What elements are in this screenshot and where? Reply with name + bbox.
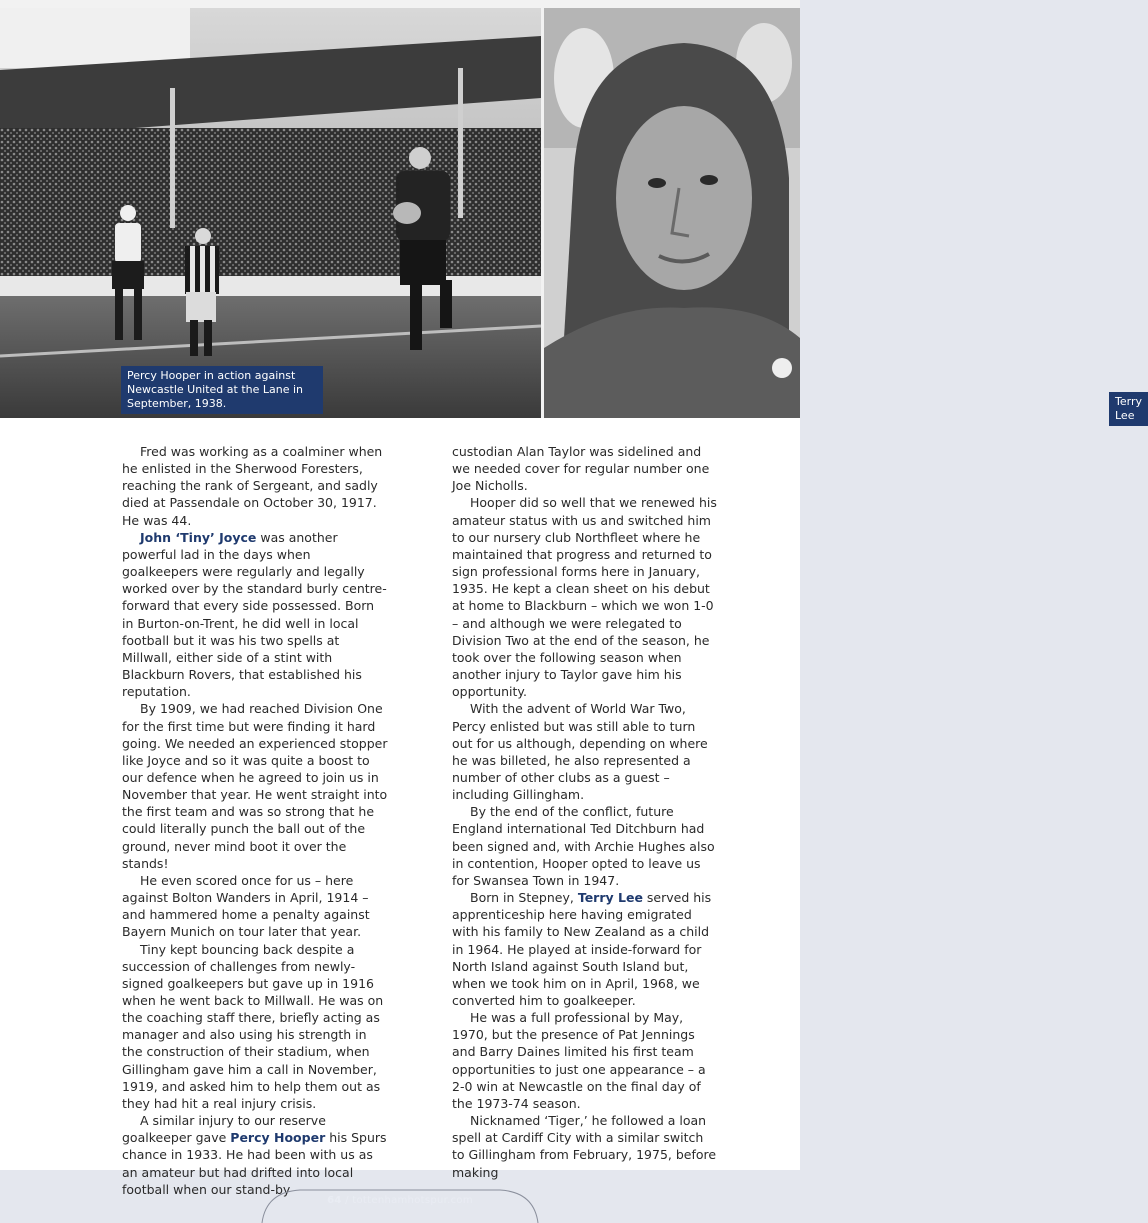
footer-credit: 64 / tottenhamhotspur.com	[327, 1195, 473, 1206]
photo-percy-hooper	[0, 8, 541, 418]
paragraph: A similar injury to our reserve goalkeeper gave Percy Hooper his Spurs chance in 1933. He had been with us as an amateur but had drifted into local football when our stand-by	[122, 1113, 387, 1197]
photo-caption: Percy Hooper in action against Newcastle United at the Lane in September, 1938.	[121, 366, 323, 414]
player-name: John ‘Tiny’ Joyce	[140, 529, 257, 545]
portrait-illustration	[544, 8, 800, 418]
paragraph: By the end of the conflict, future England international Ted Ditchburn had been signed and, with Archie Hughes also in contention, Hooper opted to leave us for Swansea Town in 1947.	[452, 804, 715, 888]
article-column-left	[122, 443, 388, 1198]
player-name: Terry Lee	[577, 890, 643, 906]
paragraph: John ‘Tiny’ Joyce was another powerful lad in the days when goalkeepers were regularly and legally worked over by the standard burly centre-forward that every side possessed. Born in Burton-on-Trent, he did well in local football but it was his two spells at Millwall, either side of a stint with Blackburn Rovers, that established his reputation.	[122, 529, 387, 700]
photo-caption: Terry Lee	[1109, 392, 1148, 426]
paragraph: Hooper did so well that we renewed his amateur status with us and switched him to our nursery club Northfleet where he maintained that progress and returned to sign professional forms here in January, 1935. He kept a clean sheet on his debut at home to Blackburn – which we won 1-0 – and although we were relegated to Division Two at the end of the season, he took over the following season when another injury to Taylor gave him his opportunity.	[452, 495, 717, 700]
paragraph: He was a full professional by May, 1970, but the presence of Pat Jennings and Barry Daines limited his first team opportunities to just one appearance – a 2-0 win at Newcastle on the final day of the 1973-74 season.	[452, 1010, 706, 1111]
paragraph: With the advent of World War Two, Percy enlisted but was still able to turn out for us although, depending on where he was billeted, he also represented a number of other clubs as a guest – including Gillingham.	[452, 701, 708, 803]
website-link: tottenhamhotspur.com	[352, 1195, 473, 1206]
paragraph: Tiny kept bouncing back despite a succession of challenges from newly-signed goalkeepers but gave up in 1916 when he went back to Millwall. He was on the coaching staff there, briefly acting as manager and also using his strength in the construction of their stadium, when Gillingham gave him a call in November, 1919, and asked him to help them out as they had hit a real injury crisis.	[122, 941, 384, 1111]
photo-terry-lee	[544, 8, 1142, 422]
page-number: 64	[327, 1195, 342, 1206]
photo-strip	[0, 0, 1142, 422]
paragraph: Nicknamed ‘Tiger,’ he followed a loan spell at Cardiff City with a similar switch to Gillingham from February, 1975, before making	[452, 1113, 717, 1180]
paragraph: Born in Stepney, Terry Lee served his apprenticeship here having emigrated with his family to New Zealand as a child in 1964. He played at inside-forward for North Island against South Island but, when we took him on in April, 1968, we converted him to goalkeeper.	[452, 890, 712, 1008]
paragraph: custodian Alan Taylor was sidelined and we needed cover for regular number one Joe Nicholls.	[452, 444, 710, 494]
page-footer	[0, 1170, 800, 1223]
player-name: Percy Hooper	[230, 1130, 326, 1146]
paragraph: He even scored once for us – here against Bolton Wanders in April, 1914 – and hammered home a penalty against Bayern Munich on tour later that year.	[122, 872, 370, 940]
article-column-right	[452, 443, 718, 1181]
paragraph: Fred was working as a coalminer when he enlisted in the Sherwood Foresters, reaching the rank of Sergeant, and sadly died at Passendale on October 30, 1917. He was 44.	[122, 444, 383, 528]
paragraph: By 1909, we had reached Division One for the first time but were finding it hard going. We needed an experienced stopper like Joyce and so it was quite a boost to our defence when he agreed to join us in November that year. He went straight into the first team and was so strong that he could literally punch the ball out of the ground, never mind boot it over the stands!	[122, 701, 388, 871]
match-photo-illustration	[0, 8, 541, 418]
